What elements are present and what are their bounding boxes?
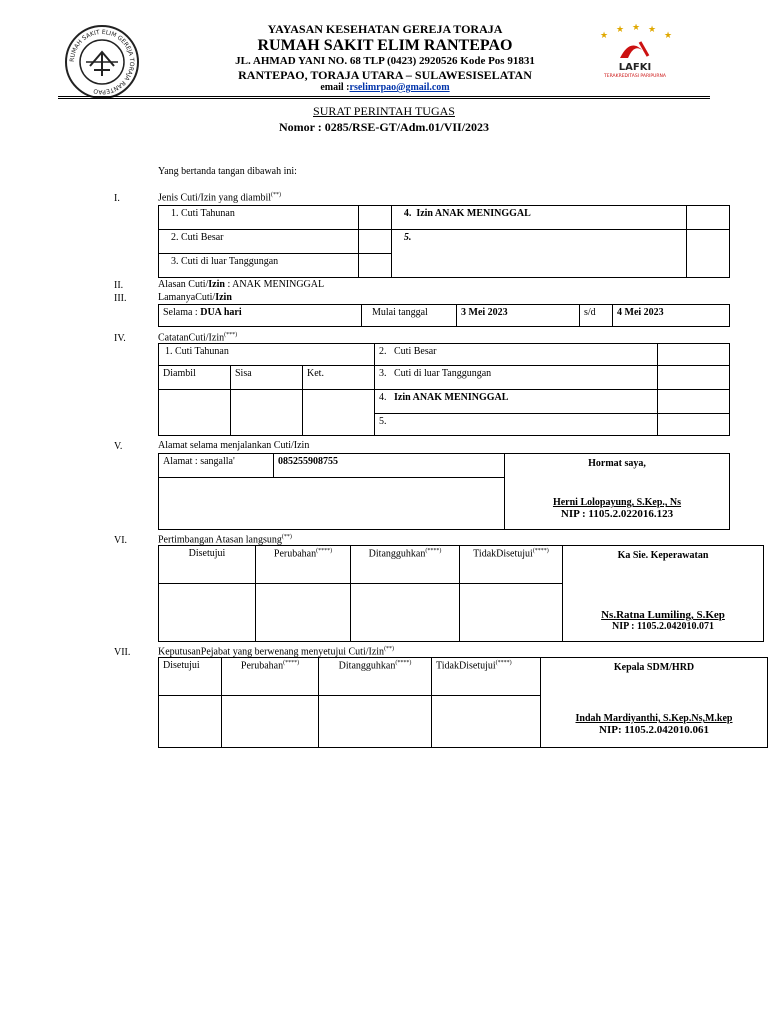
section3-table: [158, 304, 730, 327]
vi-perubahan-header: Perubahan(****): [256, 546, 351, 584]
vii-perubahan-value[interactable]: [222, 696, 319, 748]
duration-cell: Selama : DUA hari: [159, 305, 362, 327]
section6-roman: VI.: [114, 535, 128, 546]
svg-text:★: ★: [664, 31, 673, 41]
option-5: 5.: [391, 230, 686, 278]
catatan-cuti-tahunan: 1. Cuti Tahunan: [159, 344, 375, 366]
sd-label: s/d: [580, 305, 613, 327]
vii-perubahan-header: Perubahan(****): [222, 658, 319, 696]
ket-header: Ket.: [303, 366, 375, 390]
vii-ditangguhkan-header: Ditangguhkan(****): [319, 658, 432, 696]
email-link[interactable]: rselimrpao@gmail.com: [349, 82, 450, 93]
phone-cell: 085255908755: [274, 454, 505, 478]
supervisor-name: Ns.Ratna Lumiling, S.Kep: [601, 609, 725, 621]
hospital-address-line2: RANTEPAO, TORAJA UTARA – SULAWESISELATAN: [238, 68, 532, 82]
star-icon: [600, 24, 672, 41]
section7-roman: VII.: [114, 647, 131, 658]
hrd-title: Kepala SDM/HRD: [613, 662, 695, 673]
section5-label: Alamat selama menjalankan Cuti/Izin: [158, 440, 310, 451]
vi-perubahan-value[interactable]: [256, 584, 351, 642]
vi-ditangguhkan-header: Ditangguhkan(****): [351, 546, 460, 584]
vi-tidak-disetujui-header: TidakDisetujui(****): [460, 546, 563, 584]
svg-text:RUMAH SAKIT ELIM GEREJA TORAJA: RUMAH SAKIT ELIM GEREJA TORAJA RANTEPAO: [68, 28, 136, 96]
vii-tidak-disetujui-header: TidakDisetujui(****): [432, 658, 541, 696]
section1-roman: I.: [114, 193, 120, 204]
section7-label: KeputusanPejabat yang berwenang menyetujui Cuti/Izin(**): [158, 646, 395, 658]
header-divider: [58, 96, 710, 99]
catatan-cuti-luar: 3. Cuti di luar Tanggungan: [375, 366, 658, 390]
catatan-cuti-besar-value[interactable]: [657, 344, 729, 366]
hospital-name: RUMAH SAKIT ELIM RANTEPAO: [257, 37, 513, 54]
diambil-value[interactable]: [159, 390, 231, 436]
sisa-value[interactable]: [231, 390, 303, 436]
hormat-saya: Hormat saya,: [588, 458, 646, 469]
section7-table: [158, 657, 768, 748]
cuti-besar-option: 2. Cuti Besar: [159, 230, 359, 254]
section2-label: Alasan Cuti/Izin : ANAK MENINGGAL: [158, 279, 325, 290]
catatan-5: 5.: [375, 414, 658, 436]
lafki-name: LAFKI: [618, 62, 652, 73]
applicant-name: Herni Lolopayung, S.Kep., Ns: [552, 497, 682, 508]
section4-table: [158, 343, 730, 436]
catatan-izin-value[interactable]: [657, 390, 729, 414]
hrd-nip: NIP: 1105.2.042010.061: [599, 724, 709, 736]
foundation-name: YAYASAN KESEHATAN GEREJA TORAJA: [267, 22, 503, 36]
letter-title: SURAT PERINTAH TUGAS: [313, 104, 455, 118]
svg-text:★: ★: [600, 31, 609, 41]
start-label: Mulai tanggal: [362, 305, 457, 327]
diambil-header: Diambil: [159, 366, 231, 390]
catatan-izin: 4. Izin ANAK MENINGGAL: [375, 390, 658, 414]
catatan-cuti-besar: 2. Cuti Besar: [375, 344, 658, 366]
vi-disetujui-header: Disetujui: [159, 546, 256, 584]
cuti-luar-tanggungan-option: 3. Cuti di luar Tanggungan: [159, 254, 359, 278]
cuti-besar-checkbox[interactable]: [359, 230, 392, 254]
applicant-nip: NIP : 1105.2.022016.123: [560, 508, 674, 520]
section1-note: (**): [271, 192, 282, 198]
intro-text: Yang bertanda tangan dibawah ini:: [158, 166, 297, 177]
section6-table: [158, 545, 764, 642]
vi-disetujui-value[interactable]: [159, 584, 256, 642]
letter-number: Nomor : 0285/RSE-GT/Adm.01/VII/2023: [278, 120, 490, 134]
cuti-tahunan-checkbox[interactable]: [359, 206, 392, 230]
izin-option-num: 4.: [403, 208, 412, 219]
hospital-address-line1: JL. AHMAD YANI NO. 68 TLP (0423) 2920526 Kode Pos 91831: [235, 55, 535, 67]
section1-table: [158, 205, 730, 278]
start-date: 3 Mei 2023: [457, 305, 580, 327]
vii-ditangguhkan-value[interactable]: [319, 696, 432, 748]
catatan-cuti-luar-value[interactable]: [657, 366, 729, 390]
vii-disetujui-header: Disetujui: [159, 658, 222, 696]
lafki-subtitle: TERAKREDITASI PARIPURNA: [604, 74, 666, 79]
section5-table: [158, 453, 730, 530]
email-label: email :: [320, 82, 350, 93]
vii-tidak-disetujui-value[interactable]: [432, 696, 541, 748]
option-5-checkbox[interactable]: [687, 230, 730, 278]
ket-value[interactable]: [303, 390, 375, 436]
section2-roman: II.: [114, 280, 124, 291]
supervisor-nip: NIP : 1105.2.042010.071: [612, 621, 714, 632]
izin-option-text: Izin ANAK MENINGGAL: [416, 208, 531, 219]
sisa-header: Sisa: [231, 366, 303, 390]
svg-text:★: ★: [616, 25, 625, 35]
alamat-detail[interactable]: [159, 478, 505, 530]
duration-value: DUA hari: [200, 307, 242, 318]
cuti-tahunan-option: 1. Cuti Tahunan: [159, 206, 359, 230]
vi-ditangguhkan-value[interactable]: [351, 584, 460, 642]
section6-label: Pertimbangan Atasan langsung(**): [158, 534, 292, 546]
section4-label: CatatanCuti/Izin(***): [158, 332, 238, 344]
supervisor-title: Ka Sie. Keperawatan: [617, 550, 709, 561]
hrd-name: Indah Mardiyanthi, S.Kep.Ns,M.kep: [575, 713, 733, 724]
alamat-cell: Alamat : sangalla': [159, 454, 274, 478]
section1-label-text: Jenis Cuti/Izin yang diambil: [158, 192, 272, 204]
section1-label: [158, 192, 281, 203]
end-date: 4 Mei 2023: [613, 305, 730, 327]
hrd-signature: [541, 658, 768, 748]
catatan-5-value[interactable]: [657, 414, 729, 436]
supervisor-signature: [563, 546, 764, 642]
vii-disetujui-value[interactable]: [159, 696, 222, 748]
svg-text:★: ★: [648, 25, 657, 35]
izin-checkbox[interactable]: [687, 206, 730, 230]
vi-tidak-disetujui-value[interactable]: [460, 584, 563, 642]
applicant-signature: [505, 454, 730, 530]
hospital-seal-logo: [64, 24, 140, 100]
section3-roman: III.: [114, 293, 127, 304]
izin-option: [391, 206, 686, 230]
section3-label: LamanyaCuti/Izin: [158, 292, 232, 303]
hospital-email: [160, 82, 610, 93]
cuti-luar-tanggungan-checkbox[interactable]: [359, 254, 392, 278]
section5-roman: V.: [114, 441, 123, 452]
svg-text:★: ★: [632, 24, 641, 33]
section4-roman: IV.: [114, 333, 126, 344]
lafki-logo: [590, 24, 680, 84]
